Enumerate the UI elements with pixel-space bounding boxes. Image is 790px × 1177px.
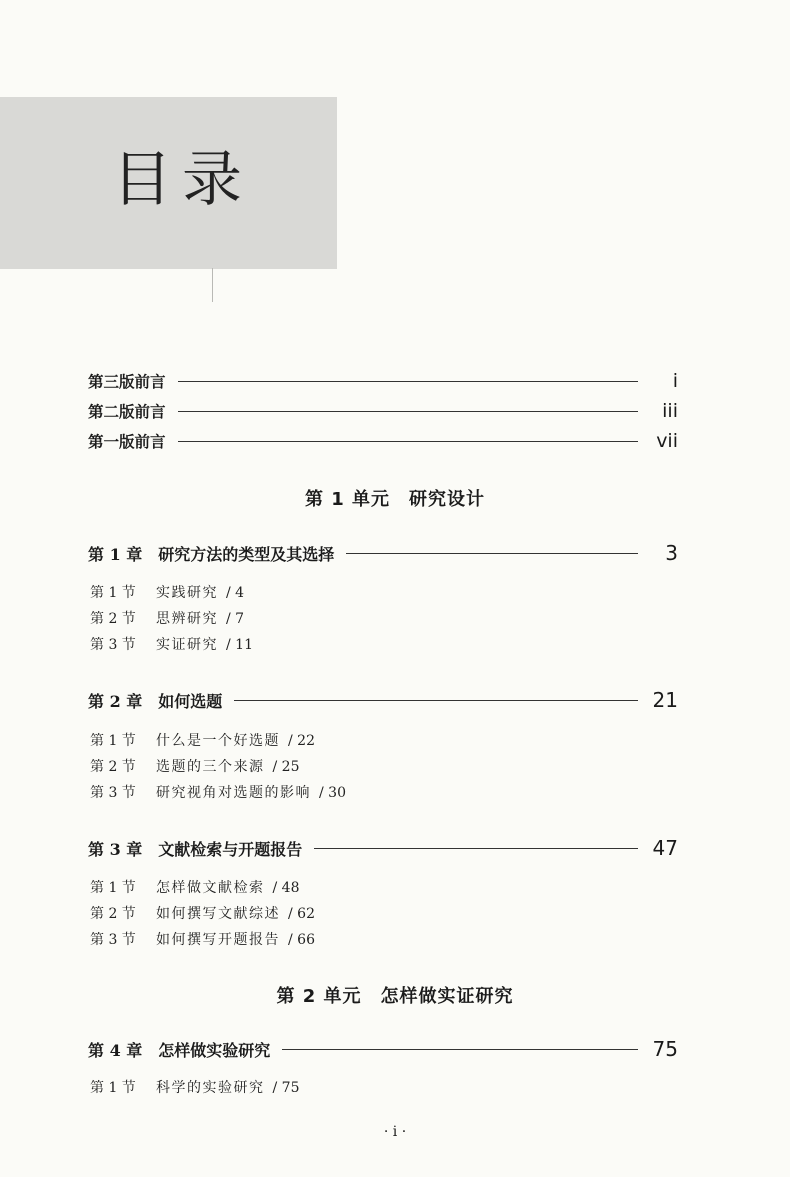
leader-line [178, 441, 638, 442]
toc-entry-chapter-3[interactable] [88, 836, 678, 860]
section-title: 怎样做文献检索 [156, 880, 265, 896]
entry-page: iii [662, 400, 678, 422]
section-page: / 62 [288, 906, 315, 922]
section-id: 第 2 节 [90, 906, 136, 922]
section-id: 第 2 节 [90, 611, 136, 627]
entry-page: 21 [652, 688, 678, 712]
entry-label: 第 1 章 研究方法的类型及其选择 [88, 544, 335, 564]
divider-tick [212, 268, 213, 302]
toc-section[interactable] [90, 730, 315, 750]
toc-entry-preface-3[interactable] [88, 369, 678, 393]
toc-entry-preface-1[interactable] [88, 429, 678, 453]
entry-page: 47 [652, 836, 678, 860]
leader-line [314, 848, 638, 849]
leader-line [178, 411, 638, 412]
entry-label: 第 4 章 怎样做实验研究 [88, 1040, 271, 1060]
section-id: 第 1 节 [90, 585, 136, 601]
section-title: 实践研究 [156, 585, 218, 601]
entry-page: i [672, 370, 678, 392]
toc-entry-chapter-2[interactable] [88, 688, 678, 712]
section-title: 如何撰写文献综述 [156, 906, 280, 922]
entry-page: 75 [652, 1037, 678, 1061]
section-title: 科学的实验研究 [156, 1080, 265, 1096]
section-id: 第 3 节 [90, 785, 136, 801]
section-page: / 22 [288, 733, 315, 749]
section-page: / 11 [226, 637, 253, 653]
toc-entry-chapter-4[interactable] [88, 1037, 678, 1061]
page-title: 目录 [112, 145, 252, 215]
section-id: 第 3 节 [90, 637, 136, 653]
toc-section[interactable] [90, 782, 346, 802]
entry-label: 第三版前言 [88, 372, 166, 391]
toc-entry-preface-2[interactable] [88, 399, 678, 423]
toc-section[interactable] [90, 582, 244, 602]
leader-line [346, 553, 638, 554]
entry-label: 第二版前言 [88, 402, 166, 421]
entry-page: vii [656, 430, 678, 452]
entry-label: 第 2 章 如何选题 [88, 691, 223, 711]
leader-line [282, 1049, 638, 1050]
toc-section[interactable] [90, 634, 253, 654]
section-page: / 66 [288, 932, 315, 948]
toc-section[interactable] [90, 608, 244, 628]
toc-section[interactable] [90, 877, 299, 897]
toc-section[interactable] [90, 903, 315, 923]
toc-section[interactable] [90, 1077, 299, 1097]
section-id: 第 1 节 [90, 1080, 136, 1096]
toc-entry-chapter-1[interactable] [88, 541, 678, 565]
section-id: 第 1 节 [90, 733, 136, 749]
entry-label: 第一版前言 [88, 432, 166, 451]
section-page: / 48 [272, 880, 300, 896]
unit-heading-1: 第 1 单元 研究设计 [304, 489, 486, 510]
entry-page: 3 [665, 541, 678, 565]
section-title: 研究视角对选题的影响 [156, 785, 311, 801]
section-title: 选题的三个来源 [156, 759, 265, 775]
toc-section[interactable] [90, 929, 315, 949]
section-page: / 7 [226, 611, 245, 627]
section-title: 如何撰写开题报告 [156, 932, 280, 948]
entry-label: 第 3 章 文献检索与开题报告 [88, 839, 303, 859]
section-page: / 75 [272, 1080, 300, 1096]
unit-heading-2: 第 2 单元 怎样做实证研究 [276, 986, 514, 1007]
section-page: / 25 [272, 759, 300, 775]
toc-section[interactable] [90, 756, 299, 776]
section-id: 第 3 节 [90, 932, 136, 948]
leader-line [178, 381, 638, 382]
section-id: 第 1 节 [90, 880, 136, 896]
leader-line [234, 700, 638, 701]
section-title: 实证研究 [156, 637, 218, 653]
section-page: / 4 [226, 585, 245, 601]
section-id: 第 2 节 [90, 759, 136, 775]
page-number-footer: · i · [383, 1124, 407, 1140]
section-page: / 30 [319, 785, 346, 801]
section-title: 思辨研究 [156, 611, 218, 627]
section-title: 什么是一个好选题 [156, 733, 280, 749]
